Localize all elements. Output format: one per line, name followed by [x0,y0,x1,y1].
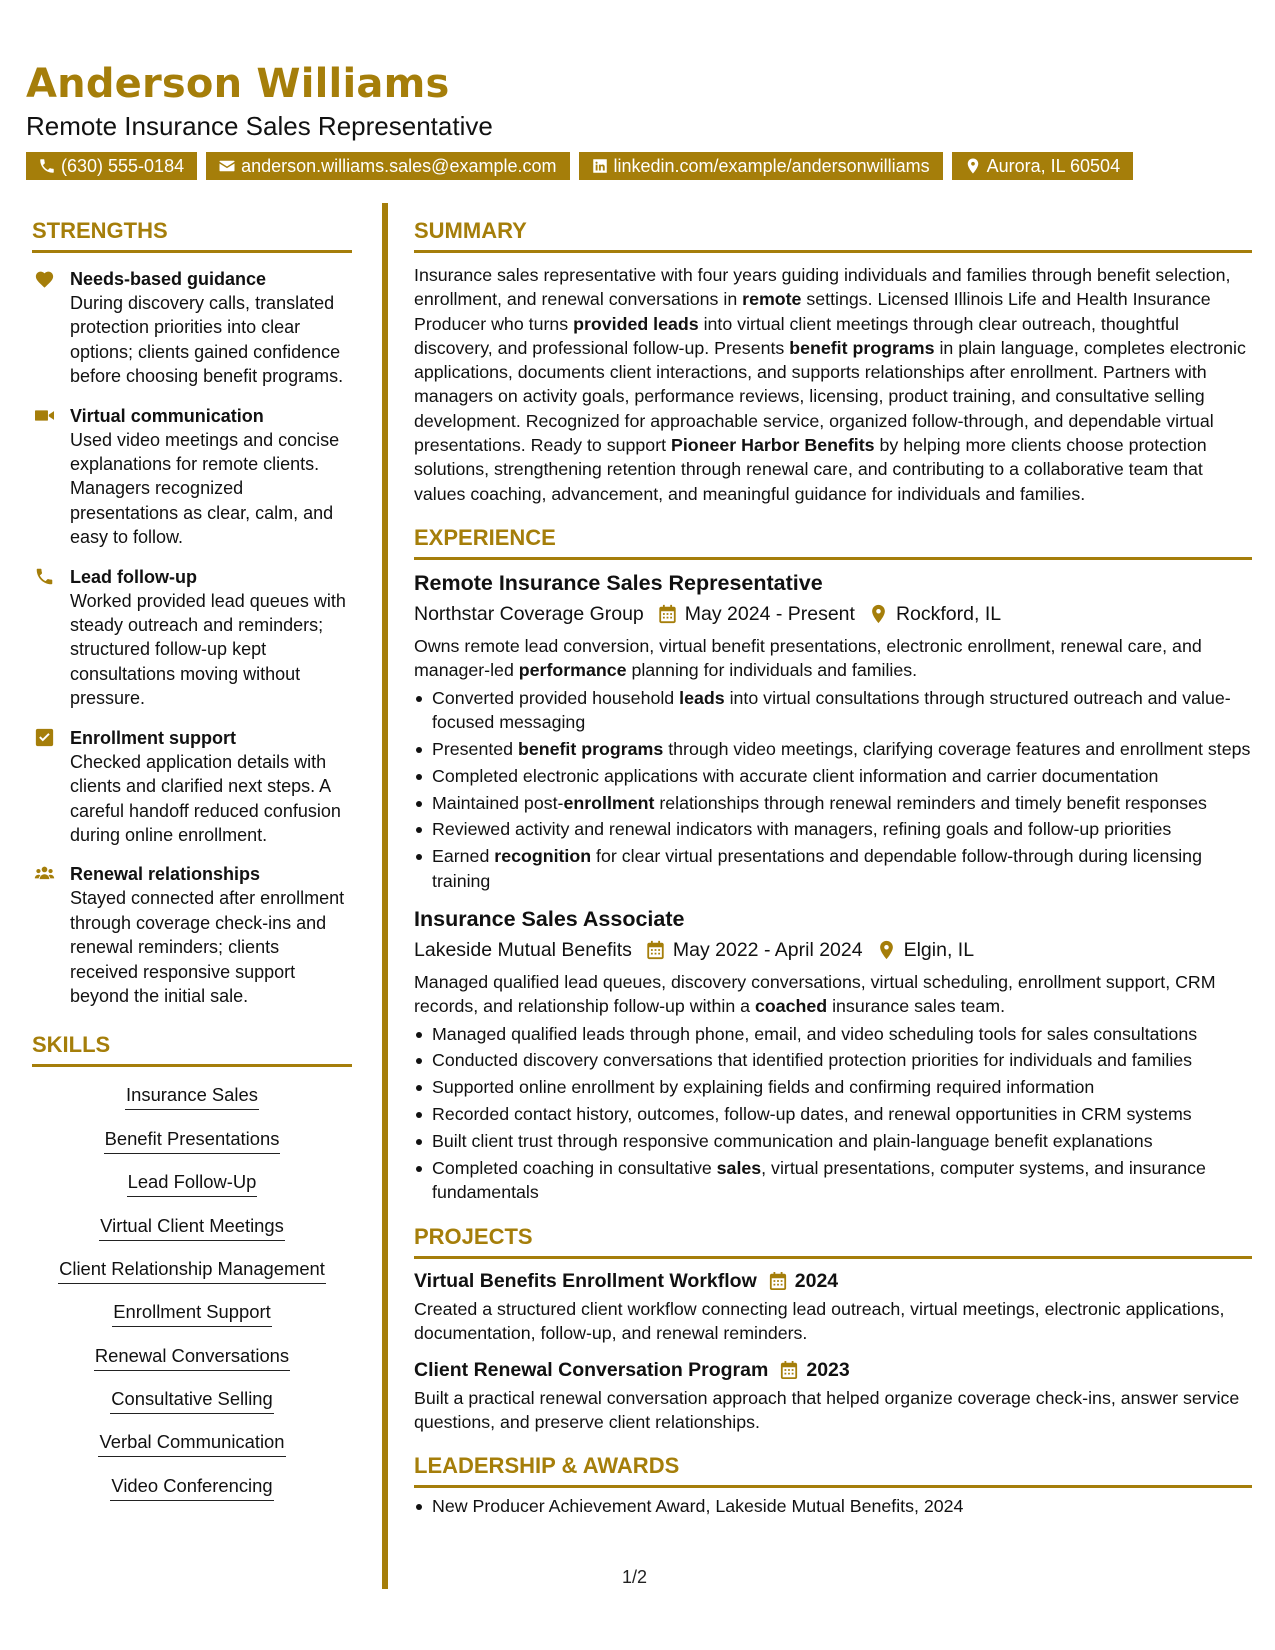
calendar-icon [769,1271,787,1291]
strength-description: Used video meetings and concise explanations for remote clients. Managers recognized presentations as clear, calm, and easy to follow. [70,429,340,548]
project-entry [414,1268,1252,1346]
project-header [414,1268,1252,1294]
skill-tag: Client Relationship Management [58,1257,326,1284]
project-description: Created a structured client workflow connecting lead outreach, virtual meetings, electronic applications, documentation, follow-up, and renewal reminders. [414,1298,1225,1343]
award-item: New Producer Achievement Award, Lakeside Mutual Benefits, 2024 [414,1494,1252,1518]
skills-list [32,1077,352,1501]
strengths-heading: STRENGTHS [32,218,352,253]
skill-tag: Video Conferencing [110,1474,273,1501]
job-description: Managed qualified lead queues, discovery conversations, virtual scheduling, enrollment support, CRM records, and relationship follow-up within a coached insurance sales team. [414,971,1216,1017]
job-title: Insurance Sales Associate [414,906,685,931]
strength-title: Enrollment support [70,727,236,748]
checkbox-icon [34,728,56,748]
job-bullet: Completed electronic applications with accurate client information and carrier documentation [414,764,1252,788]
candidate-name: Anderson Williams [26,61,450,107]
project-year: 2023 [806,1359,850,1382]
job-bullet: Converted provided household leads into virtual consultations through structured outreach and value-focused messaging [414,686,1252,735]
job-meta [414,600,1252,628]
summary-text: Insurance sales representative with four years guiding individuals and families through benefit selection, enrollment, and renewal conversations in remote settings. Licensed Illinois Life and Health Insurance Producer who turns provided leads into virtual client meetings through clear outreach, thoughtful discovery, and professional follow-up. Presents benefit programs in plain language, completes electronic applications, documents client interactions, and supports relationships after enrollment. Partners with managers on activity goals, performance reviews, licensing, product training, and consultative selling development. Recognized for approachable service, organized follow-through, and dependable virtual presentations. Ready to support Pioneer Harbor Benefits by helping more clients choose protection solutions, strengthening retention through renewal care, and contributing to a collaborative team that values coaching, advancement, and meaningful guidance for individuals and families. [414,265,1246,504]
strength-title: Lead follow-up [70,566,197,587]
calendar-icon [780,1360,798,1380]
strength-description: Worked provided lead queues with steady outreach and reminders; structured follow-up kept consultations moving without pressure. [70,590,346,709]
job-dates: May 2024 - Present [684,602,855,625]
strength-item [32,726,352,848]
job-description: Owns remote lead conversion, virtual benefit presentations, electronic enrollment, renewal care, and manager-led performance planning for individuals and families. [414,635,1202,681]
job-bullet: Built client trust through responsive communication and plain-language benefit explanations [414,1129,1252,1153]
experience-entry [414,569,1252,893]
skill-tag: Benefit Presentations [104,1127,281,1154]
job-title: Remote Insurance Sales Representative [414,570,823,595]
job-location: Elgin, IL [903,938,975,961]
emphasis-text: enrollment [563,792,655,813]
experience-entry [414,905,1252,1205]
contact-linkedin[interactable] [579,152,943,180]
skill-tag: Virtual Client Meetings [99,1214,285,1241]
company-name: Northstar Coverage Group [414,602,644,625]
company-name: Lakeside Mutual Benefits [414,938,632,961]
projects-heading: PROJECTS [414,1224,1252,1259]
skill-tag: Verbal Communication [98,1430,285,1457]
strength-item [32,404,352,550]
location-pin-icon [869,604,888,624]
skill-tag: Insurance Sales [125,1083,259,1110]
job-bullet: Recorded contact history, outcomes, follow-up dates, and renewal opportunities in CRM systems [414,1102,1252,1126]
calendar-icon [646,940,665,960]
resume-header [26,60,1256,180]
job-bullet: Reviewed activity and renewal indicators with managers, refining goals and follow-up priorities [414,817,1252,841]
job-bullet: Managed qualified leads through phone, email, and video scheduling tools for sales consultations [414,1022,1252,1046]
envelope-icon [218,157,236,175]
emphasis-text: leads [679,687,725,708]
strength-item [32,565,352,711]
contact-email[interactable] [206,152,569,180]
emphasis-text: recognition [494,846,592,867]
emphasis-text: benefit programs [789,337,935,358]
strength-title: Renewal relationships [70,864,261,885]
main-column [414,218,1252,1521]
phone-icon [38,157,56,175]
emphasis-text: Pioneer Harbor Benefits [671,435,875,456]
emphasis-text: sales [716,1157,762,1178]
sidebar-column [32,218,352,1501]
skill-tag: Enrollment Support [112,1300,271,1327]
linkedin-icon [591,157,609,175]
page-number: 1/2 [622,1567,648,1587]
project-name: Client Renewal Conversation Program [414,1359,769,1382]
awards-heading: LEADERSHIP & AWARDS [414,1453,1252,1488]
job-location: Rockford, IL [895,602,1002,625]
strengths-list [32,267,352,1008]
skill-tag: Lead Follow-Up [127,1170,258,1197]
skill-tag: Renewal Conversations [94,1344,290,1371]
contact-phone-text: (630) 555-0184 [61,156,185,176]
project-entry [414,1357,1252,1435]
strength-title: Needs-based guidance [70,269,267,289]
contact-location-text: Aurora, IL 60504 [986,156,1121,176]
video-camera-icon [34,406,56,426]
skill-tag: Consultative Selling [110,1387,274,1414]
strength-item [32,862,352,1008]
users-icon [34,864,56,884]
job-bullet: Completed coaching in consultative sales, virtual presentations, computer systems, and insurance fundamentals [414,1156,1252,1205]
emphasis-text: remote [742,289,802,310]
project-name: Virtual Benefits Enrollment Workflow [414,1269,757,1292]
awards-list [414,1494,1252,1518]
location-pin-icon [877,940,896,960]
job-bullet: Earned recognition for clear virtual presentations and dependable follow-through during licensing training [414,844,1252,893]
strength-description: Checked application details with clients and clarified next steps. A careful handoff reduced confusion during online enrollment. [70,751,341,845]
experience-heading: EXPERIENCE [414,525,1252,560]
summary-heading: SUMMARY [414,218,1252,253]
phone-icon [34,567,56,587]
heart-icon [34,269,56,289]
contact-bar [26,152,1256,180]
location-pin-icon [964,157,982,175]
strength-item [32,267,352,389]
contact-email-text: anderson.williams.sales@example.com [241,156,557,176]
project-year: 2024 [794,1269,839,1292]
calendar-icon [658,604,677,624]
project-description: Built a practical renewal conversation approach that helped organize coverage check-ins, answer service questions, and preserve client relationships. [414,1388,1240,1433]
emphasis-text: coached [755,996,828,1017]
emphasis-text: performance [518,660,627,681]
emphasis-text: provided leads [573,313,699,334]
project-header [414,1357,1252,1383]
strength-description: Stayed connected after enrollment through coverage check-ins and renewal reminders; clients received responsive support beyond the initial sale. [70,888,345,1006]
job-bullet: Conducted discovery conversations that identified protection priorities for individuals and families [414,1048,1252,1072]
strength-description: During discovery calls, translated protection priorities into clear options; clients gained confidence before choosing benefit programs. [70,293,344,387]
job-bullet: Supported online enrollment by explaining fields and confirming required information [414,1075,1252,1099]
contact-location [952,152,1133,180]
skills-heading: SKILLS [32,1032,352,1067]
job-bullet: Maintained post-enrollment relationships through renewal reminders and timely benefit responses [414,791,1252,815]
job-dates: May 2022 - April 2024 [672,938,863,961]
job-bullets [414,686,1252,893]
contact-linkedin-text: linkedin.com/example/andersonwilliams [613,156,930,176]
job-bullets [414,1022,1252,1205]
column-divider [382,203,388,1589]
candidate-title: Remote Insurance Sales Representative [26,111,493,141]
contact-phone[interactable] [26,152,197,180]
job-meta [414,936,1252,964]
strength-title: Virtual communication [70,405,264,426]
job-bullet: Presented benefit programs through video meetings, clarifying coverage features and enrollment steps [414,737,1252,761]
emphasis-text: benefit programs [518,738,664,759]
